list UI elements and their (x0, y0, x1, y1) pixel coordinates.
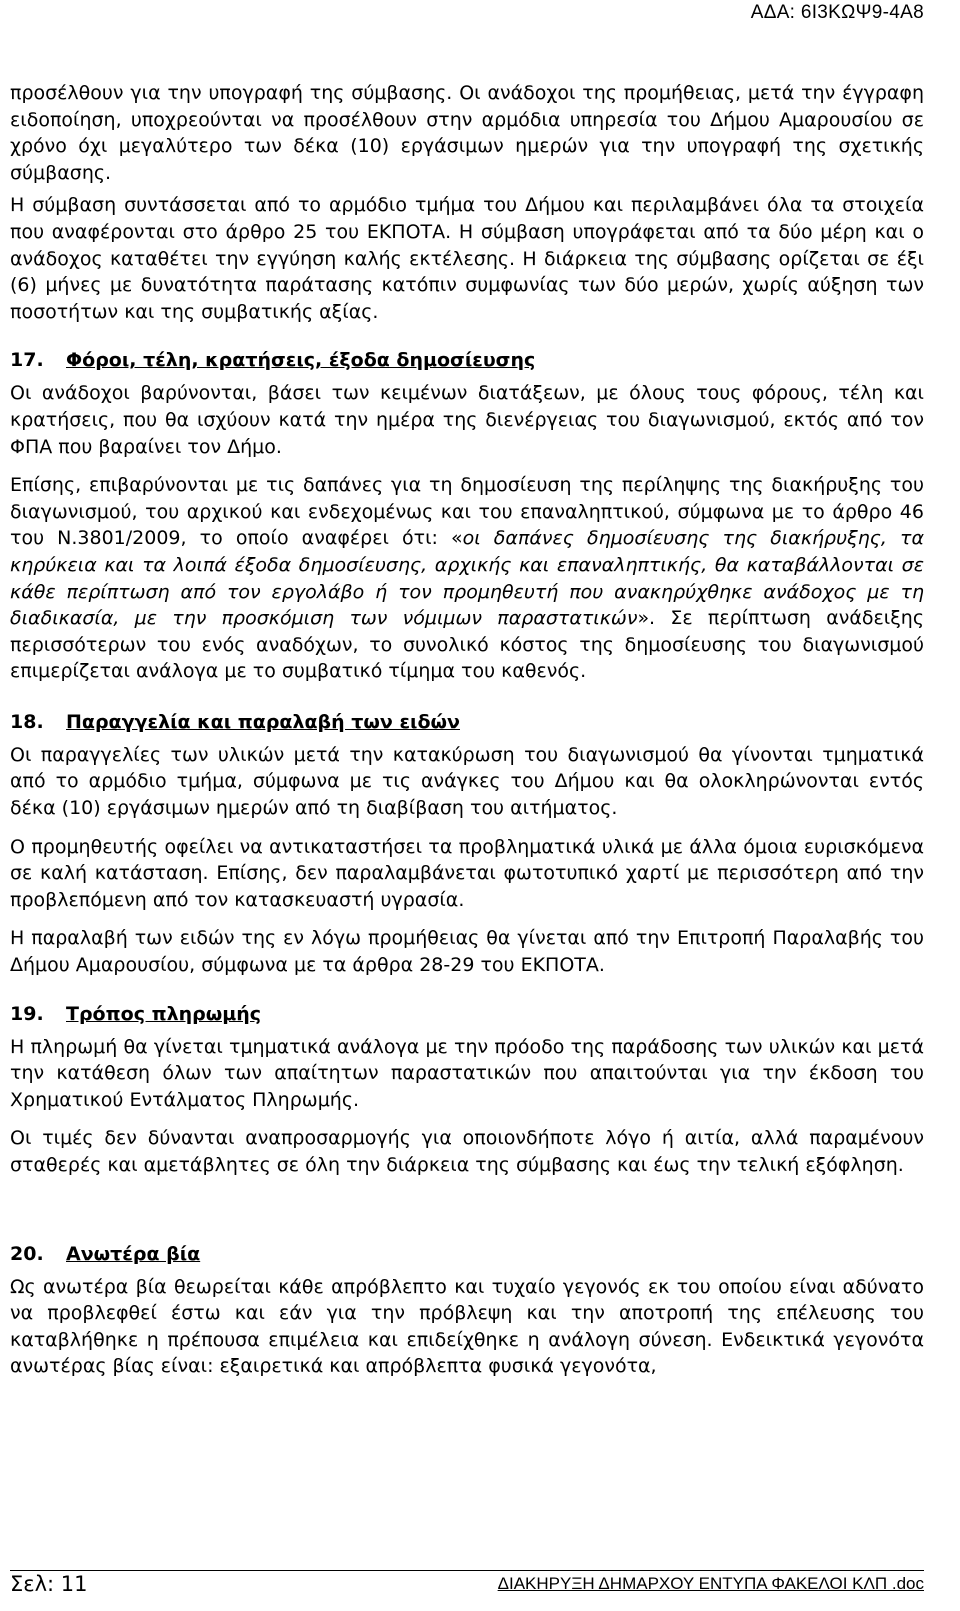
document-body (10, 80, 924, 1392)
section-18-number: 18. (10, 710, 44, 733)
paragraph-contract-drafting: Η σύμβαση συντάσσεται από το αρμόδιο τμήμα του Δήμου και περιλαμβάνει όλα τα στοιχεία που αναφέρονται στο άρθρο 25 του ΕΚΠΟΤΑ. Η σύμβαση υπογράφεται από τα δύο μέρη και ο ανάδοχος καταθέτει την εγγύηση καλής εκτέλεσης. Η διάρκεια της σύμβασης ορίζεται σε έξι (6) μήνες με δυνατότητα παράτασης κατόπιν συμφωνίας των δύο μερών, χωρίς αύξηση των ποσοτήτων και της συμβατικής αξίας. (10, 194, 924, 323)
section-18-paragraph-2: Ο προμηθευτής οφείλει να αντικαταστήσει τα προβληματικά υλικά με άλλα όμοια ευρισκόμενα σε καλή κατάσταση. Επίσης, δεν παραλαμβάνεται φωτοτυπικό χαρτί με περισσότερη από την προβλεπόμενη από τον κατασκευαστή υγρασία. (10, 835, 924, 911)
section-19-title: Τρόπος πληρωμής (66, 1002, 262, 1025)
section-17-p2-start: Επίσης, επιβαρύνονται με τις δαπάνες για τη δημοσίευση της περίληψης της διακήρυξης του διαγωνισμού, του αρχικού και ενδεχομένως και του επαναληπτικού, σύμφωνα με το άρθρο 46 του Ν.3801/2009, το οποίο αναφέρει ότι: « (10, 474, 924, 550)
section-17-title: Φόροι, τέλη, κρατήσεις, έξοδα δημοσίευσης (66, 349, 536, 372)
section-17-paragraph-1: Οι ανάδοχοι βαρύνονται, βάσει των κειμένων διατάξεων, με όλους τους φόρους, τέλη και κρατήσεις, που θα ισχύουν κατά την ημέρα της διενέργειας του διαγωνισμού, εκτός από τον ΦΠΑ που βαραίνει τον Δήμο. (10, 382, 924, 458)
footer-divider (10, 1570, 924, 1571)
section-17-heading (10, 347, 924, 373)
section-18-title: Παραγγελία και παραλαβή των ειδών (66, 710, 460, 733)
section-20-heading (10, 1241, 924, 1267)
section-20-number: 20. (10, 1242, 44, 1265)
section-19-paragraph-1: Η πληρωμή θα γίνεται τμηματικά ανάλογα με την πρόοδο της παράδοσης των υλικών και μετά την κατάθεση όλων των απαίτητων παραστατικών που απαιτούνται για την έκδοση του Χρηματικού Εντάλματος Πληρωμής. (10, 1035, 924, 1111)
ada-code: ΑΔΑ: 6Ι3ΚΩΨ9-4Α8 (750, 2, 924, 23)
section-18-paragraph-1: Οι παραγγελίες των υλικών μετά την κατακύρωση του διαγωνισμού θα γίνονται τμηματικά από το αρμόδιο τμήμα, σύμφωνα με τις ανάγκες του Δήμου και θα ολοκληρώνονται εντός δέκα (10) εργάσιμων ημερών από τη διαβίβαση του αιτήματος. (10, 743, 924, 820)
section-19-heading (10, 1001, 924, 1027)
section-19-number: 19. (10, 1002, 44, 1025)
document-filename: ΔΙΑΚΗΡΥΞΗ ΔΗΜΑΡΧΟΥ ΕΝΤΥΠΑ ΦΑΚΕΛΟΙ ΚΛΠ .doc (497, 1574, 924, 1593)
section-17-p2-quote: οι δαπάνες δημοσίευσης της διακήρυξης, τα κηρύκεια και τα λοιπά έξοδα δημοσίευσης, αρχικής και επαναληπτικής, θα καταβάλλονται σε κάθε περίπτωση από τον εργολάβο ή τον προμηθευτή που ανακηρύχθηκε ανάδοχος με τη διαδικασία, με την προσκόμιση των νόμιμων παραστατικών (10, 527, 925, 630)
section-17-p2-end: ». Σε περίπτωση ανάδειξης περισσότερων του ενός αναδόχων, το συνολικό κόστος της δημοσίευσης του διαγωνισμού επιμερίζεται ανάλογα με το συμβατικό τίμημα του καθενός. (10, 607, 924, 683)
section-18-heading (10, 709, 924, 735)
section-17-number: 17. (10, 349, 44, 372)
page-number: Σελ: 11 (10, 1572, 88, 1596)
section-19-paragraph-2: Οι τιμές δεν δύνανται αναπροσαρμογής για οποιονδήποτε λόγο ή αιτία, αλλά παραμένουν σταθερές και αμετάβλητες σε όλη την διάρκεια της σύμβασης και έως την τελική εξόφληση. (10, 1127, 924, 1176)
section-20-paragraph-1: Ως ανωτέρα βία θεωρείται κάθε απρόβλεπτο και τυχαίο γεγονός εκ του οποίου είναι αδύνατο να προβλεφθεί έστω και εάν για την πρόβλεψη και την αποτροπή της επέλευσης του καταβλήθηκε η πρέπουσα επιμέλεια και επιδείχθηκε η ανάλογη σύνεση. Ενδεικτικά γεγονότα ανωτέρας βίας είναι: εξαιρετικά και απρόβλεπτα φυσικά γεγονότα, (10, 1275, 924, 1378)
section-17-paragraph-2 (10, 472, 924, 685)
section-18-paragraph-3: Η παραλαβή των ειδών της εν λόγω προμήθειας θα γίνεται από την Επιτροπή Παραλαβής του Δήμου Αμαρουσίου, σύμφωνα με τα άρθρα 28-29 του ΕΚΠΟΤΑ. (10, 927, 924, 977)
section-20-title: Ανωτέρα βία (66, 1242, 201, 1265)
paragraph-contract-signing: προσέλθουν για την υπογραφή της σύμβασης. Οι ανάδοχοι της προμήθειας, μετά την έγγραφη ειδοποίηση, υποχρεούνται να προσέλθουν στην αρμόδια υπηρεσία του Δήμου Αμαρουσίου σε χρόνο όχι μεγαλύτερο των δέκα (10) εργάσιμων ημερών για την υπογραφή της σχετικής σύμβασης. (10, 82, 924, 184)
